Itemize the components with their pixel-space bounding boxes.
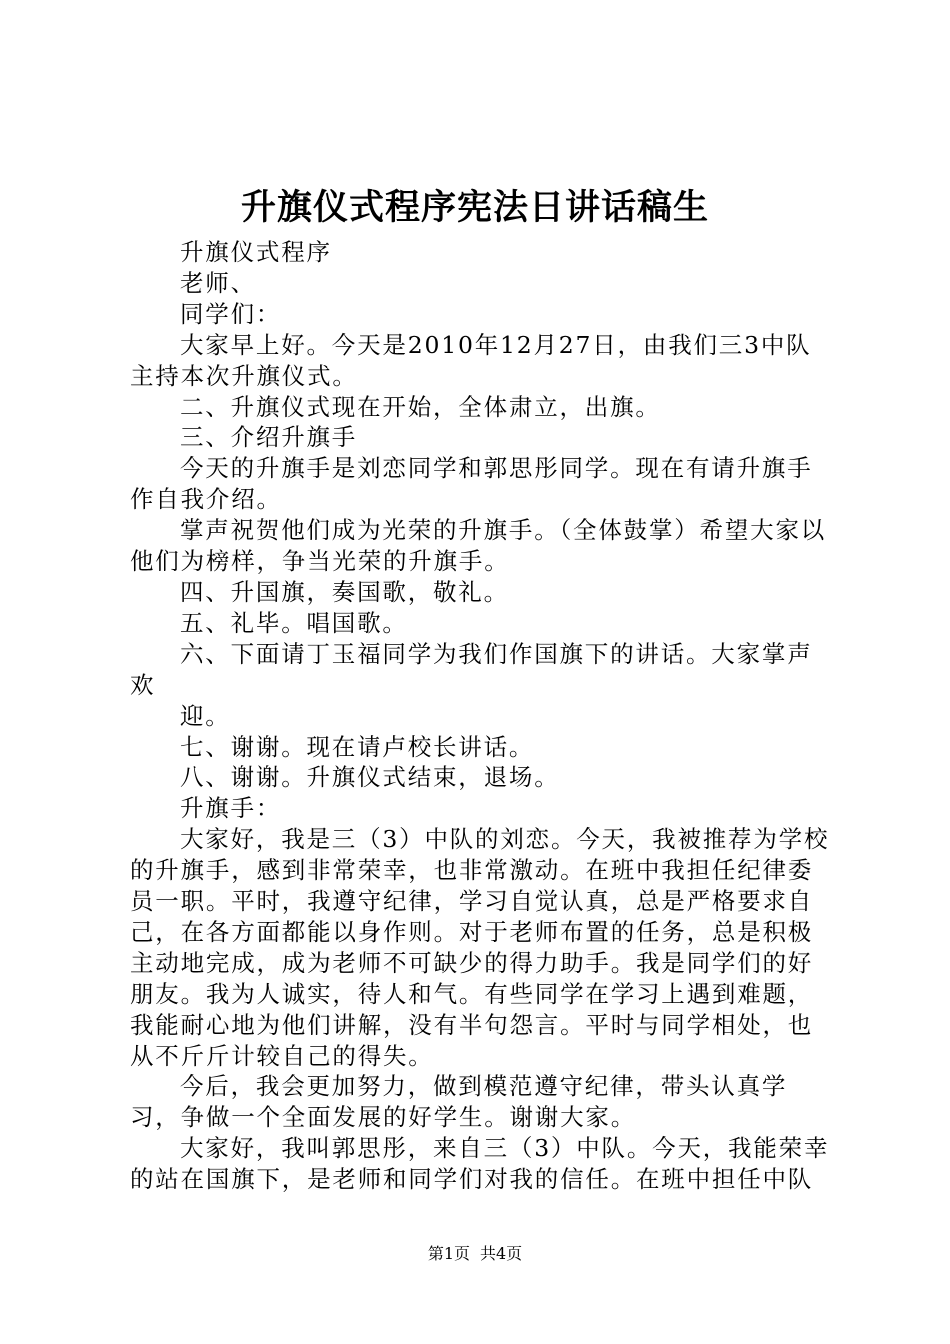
document-title: 升旗仪式程序宪法日讲话稿生 (240, 187, 709, 228)
paragraph: 掌声祝贺他们成为光荣的升旗手。（全体鼓掌）希望大家以他们为榜样，争当光荣的升旗手。 (130, 516, 827, 576)
paragraph: 同学们： (180, 299, 282, 328)
paragraph: 二、升旗仪式现在开始，全体肃立，出旗。 (180, 392, 661, 421)
paragraph: 老师、 (180, 268, 256, 297)
paragraph: 大家好，我叫郭思彤，来自三（3）中队。今天，我能荣幸的站在国旗下，是老师和同学们对我的信任。在班中担任中队 (130, 1134, 830, 1194)
page-number: 第1页 (427, 1244, 470, 1263)
page-total: 共4页 (480, 1244, 523, 1263)
paragraph: 五、礼毕。唱国歌。 (180, 608, 408, 637)
paragraph: 六、下面请丁玉福同学为我们作国旗下的讲话。大家掌声欢 (130, 639, 813, 699)
paragraph: 今天的升旗手是刘恋同学和郭思彤同学。现在有请升旗手作自我介绍。 (130, 454, 813, 514)
paragraph: 七、谢谢。现在请卢校长讲话。 (180, 732, 535, 761)
paragraph: 三、介绍升旗手 (180, 423, 358, 452)
paragraph: 升旗手： (180, 794, 282, 823)
paragraph: 升旗仪式程序 (180, 238, 332, 266)
document-body (130, 237, 830, 1195)
page-footer (0, 1243, 950, 1265)
paragraph: 四、升国旗，奏国歌，敬礼。 (180, 577, 509, 606)
paragraph: 八、谢谢。升旗仪式结束，退场。 (180, 763, 560, 792)
paragraph: 今后，我会更加努力，做到模范遵守纪律，带头认真学习，争做一个全面发展的好学生。谢谢大家。 (130, 1072, 788, 1132)
paragraph: 大家早上好。今天是2010年12月27日，由我们三3中队主持本次升旗仪式。 (130, 330, 812, 390)
paragraph: 迎。 (180, 701, 231, 730)
paragraph: 大家好，我是三（3）中队的刘恋。今天，我被推荐为学校的升旗手，感到非常荣幸，也非常激动。在班中我担任纪律委员一职。平时，我遵守纪律，学习自觉认真，总是严格要求自己，在各方面都能以身作则。对于老师布置的任务，总是积极主动地完成，成为老师不可缺少的得力助手。我是同学们的好朋友。我为人诚实，待人和气。有些同学在学习上遇到难题，我能耐心地为他们讲解，没有半句怨言。平时与同学相处，也从不斤斤计较自己的得失。 (130, 825, 830, 1070)
